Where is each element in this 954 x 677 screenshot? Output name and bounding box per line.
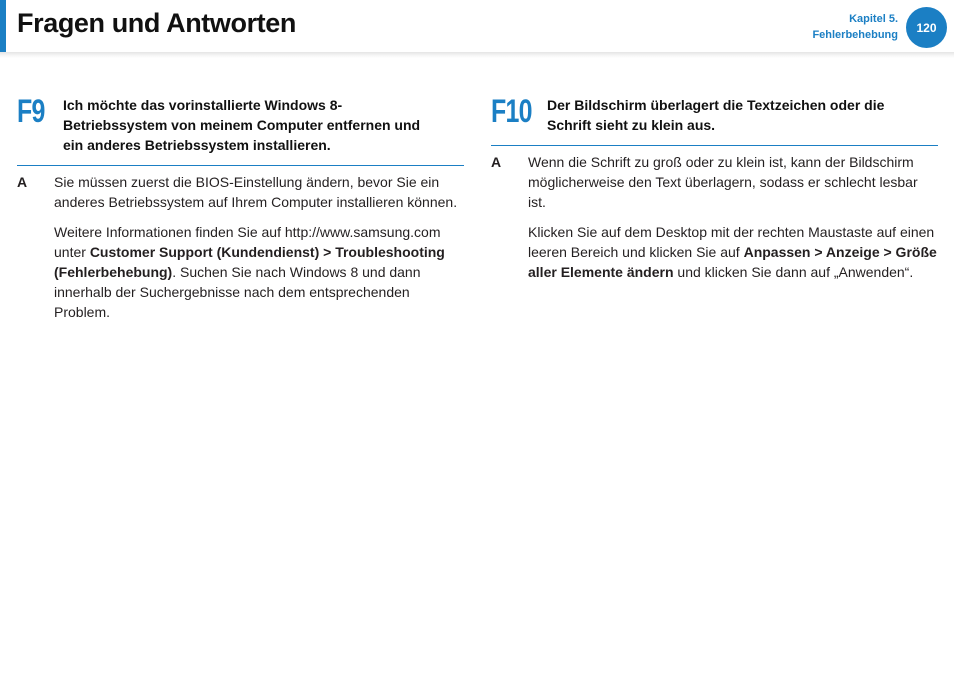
chapter-title: Fehlerbehebung: [812, 29, 898, 41]
question-text: Ich möchte das vorinstallierte Windows 8-Betriebssystem von meinem Computer entfernen und ein anderes Betriebssystem installieren.: [63, 97, 421, 153]
header-divider: [0, 52, 954, 58]
answer-paragraph: Wenn die Schrift zu groß oder zu klein ist, kann der Bildschirm möglicherweise den Text überlagern, sodass er schlecht lesbar ist.: [528, 154, 918, 210]
faq-item-f10: [491, 92, 938, 292]
question-label: F9: [17, 93, 45, 129]
question-block: [17, 92, 464, 166]
header-accent-bar: [0, 0, 6, 52]
chapter-number: Kapitel 5.: [849, 13, 898, 25]
faq-item-f9: [17, 92, 464, 332]
answer-label: A: [17, 174, 28, 190]
page-title: Fragen und Antworten: [17, 8, 296, 38]
menu-path: Anpassen > Anzeige > Größe aller Elemente ändern: [528, 244, 937, 280]
chapter-label: [812, 11, 898, 43]
answer-paragraph: Sie müssen zuerst die BIOS-Einstellung ändern, bevor Sie ein anderes Betriebssystem auf Ihrem Computer installieren können.: [54, 174, 458, 210]
answer-block: [17, 172, 464, 322]
page-number-badge: 120: [906, 7, 947, 48]
menu-path: Customer Support (Kundendienst) > Troubleshooting (Fehlerbehebung): [54, 244, 445, 280]
answer-paragraph: Weitere Informationen finden Sie auf http://www.samsung.com unter Customer Support (Kundendienst) > Troubleshooting (Fehlerbehebung). Suchen Sie nach Windows 8 und dann innerhalb der Suchergebnisse nach dem entsprechenden Problem.: [54, 224, 445, 320]
question-label: F10: [491, 93, 532, 129]
answer-block: [491, 152, 938, 282]
question-block: [491, 92, 938, 146]
answer-label: A: [491, 154, 502, 170]
question-text: Der Bildschirm überlagert die Textzeichen oder die Schrift sieht zu klein aus.: [547, 97, 885, 133]
answer-paragraph: Klicken Sie auf dem Desktop mit der rechten Maustaste auf einen leeren Bereich und klicken Sie auf Anpassen > Anzeige > Größe aller Elemente ändern und klicken Sie dann auf „Anwenden“.: [528, 224, 937, 280]
